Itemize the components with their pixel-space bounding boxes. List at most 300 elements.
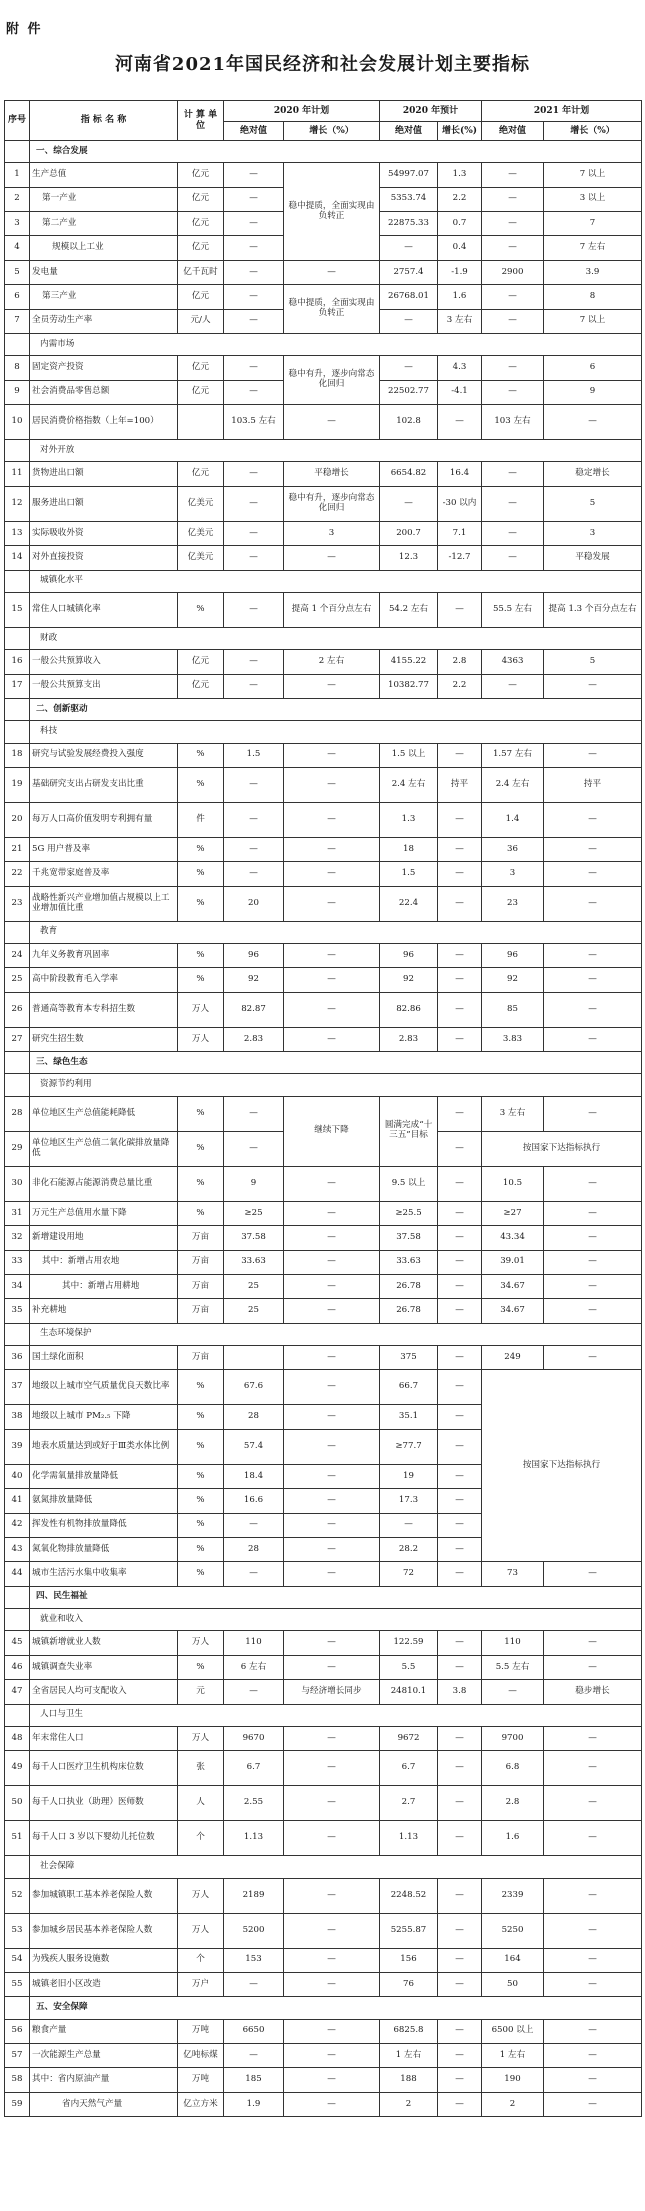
table-row <box>5 1726 642 1750</box>
category-row <box>5 1323 642 1345</box>
sub-header-abs: 绝对值 <box>482 122 544 141</box>
abs-2021-plan: 34.67 <box>482 1299 544 1323</box>
row-number: 33 <box>5 1250 30 1274</box>
abs-2021-plan: 5.5 左右 <box>482 1655 544 1679</box>
unit-cell: % <box>178 837 224 861</box>
growth-2021-plan: 6 <box>544 356 642 380</box>
sub-header-growth: 增长（%） <box>544 122 642 141</box>
growth-2020-est: -30 以内 <box>438 486 482 521</box>
abs-2020-est: 76 <box>380 1972 438 1996</box>
category-row <box>5 570 642 592</box>
row-number: 10 <box>5 405 30 440</box>
category-row <box>5 1074 642 1096</box>
growth-2021-plan: 9 <box>544 380 642 404</box>
table-row <box>5 521 642 545</box>
indicator-name: 国土绿化面积 <box>30 1346 178 1370</box>
growth-2020-plan: — <box>284 886 380 921</box>
table-row <box>5 1201 642 1225</box>
abs-2020-plan: 2.83 <box>224 1027 284 1051</box>
growth-2020-plan: — <box>284 674 380 698</box>
indicator-name: 单位地区生产总值能耗降低 <box>30 1096 178 1131</box>
growth-2021-plan: 平稳发展 <box>544 546 642 570</box>
growth-2020-plan: — <box>284 1726 380 1750</box>
section-title: 四、民生福祉 <box>30 1586 642 1608</box>
row-number: 50 <box>5 1786 30 1821</box>
growth-2020-est: 1.3 <box>438 163 482 187</box>
growth-2020-est: — <box>438 1913 482 1948</box>
row-number: 46 <box>5 1655 30 1679</box>
growth-2021-plan: — <box>544 405 642 440</box>
growth-2020-plan: 稳中有升，逐步向常态化回归 <box>284 486 380 521</box>
section-title: 五、安全保障 <box>30 1997 642 2019</box>
table-row <box>5 862 642 886</box>
growth-2020-plan: — <box>284 1299 380 1323</box>
abs-2021-plan: 3 <box>482 862 544 886</box>
table-row <box>5 1786 642 1821</box>
row-number: 35 <box>5 1299 30 1323</box>
abs-2020-plan: — <box>224 285 284 309</box>
indicator-name: 发电量 <box>30 260 178 284</box>
growth-2020-est: 7.1 <box>438 521 482 545</box>
growth-2021-plan: 提高 1.3 个百分点左右 <box>544 592 642 627</box>
merged-cell: 稳中提质，全面实现由负转正 <box>284 163 380 261</box>
category-row <box>5 1856 642 1878</box>
abs-2021-plan: 1.4 <box>482 802 544 837</box>
growth-2021-plan: — <box>544 1299 642 1323</box>
section-row <box>5 698 642 720</box>
abs-2020-plan: — <box>224 767 284 802</box>
unit-cell: % <box>178 968 224 992</box>
table-row <box>5 2043 642 2067</box>
growth-2020-plan: — <box>284 1562 380 1586</box>
unit-cell <box>178 405 224 440</box>
abs-2020-plan: 37.58 <box>224 1226 284 1250</box>
growth-2020-plan: — <box>284 862 380 886</box>
abs-2021-plan: 5250 <box>482 1913 544 1948</box>
growth-2020-est: — <box>438 1821 482 1856</box>
abs-2020-est: — <box>380 356 438 380</box>
abs-2020-plan: — <box>224 521 284 545</box>
merged-cell: 稳中提质，全面实现由负转正 <box>284 285 380 334</box>
indicator-name: 生产总值 <box>30 163 178 187</box>
abs-2020-est: 5255.87 <box>380 1913 438 1948</box>
growth-2021-plan: 7 以上 <box>544 163 642 187</box>
growth-2021-plan: — <box>544 1878 642 1913</box>
growth-2020-est: — <box>438 802 482 837</box>
growth-2021-plan: — <box>544 886 642 921</box>
growth-2020-est: -4.1 <box>438 380 482 404</box>
growth-2020-est: — <box>438 2068 482 2092</box>
abs-2020-est: 122.59 <box>380 1631 438 1655</box>
row-number: 32 <box>5 1226 30 1250</box>
abs-2020-est: 1.3 <box>380 802 438 837</box>
indicator-name: 实际吸收外资 <box>30 521 178 545</box>
col-2021-plan-header: 2021 年计划 <box>482 101 642 122</box>
abs-2020-est: 54997.07 <box>380 163 438 187</box>
row-number: 43 <box>5 1537 30 1561</box>
table-row <box>5 968 642 992</box>
growth-2020-est: 0.4 <box>438 236 482 260</box>
table-row <box>5 944 642 968</box>
table-row <box>5 285 642 309</box>
abs-2020-est: 12.3 <box>380 546 438 570</box>
unit-cell: 件 <box>178 802 224 837</box>
row-number: 58 <box>5 2068 30 2092</box>
row-number: 48 <box>5 1726 30 1750</box>
category-no-cell <box>5 1704 30 1726</box>
abs-2021-plan: 36 <box>482 837 544 861</box>
unit-cell: % <box>178 944 224 968</box>
category-no-cell <box>5 440 30 462</box>
section-row <box>5 1586 642 1608</box>
row-number: 15 <box>5 592 30 627</box>
indicator-name: 一次能源生产总量 <box>30 2043 178 2067</box>
abs-2020-est: 6.7 <box>380 1751 438 1786</box>
growth-2020-plan: — <box>284 1370 380 1405</box>
table-row <box>5 837 642 861</box>
category-no-cell <box>5 1323 30 1345</box>
growth-2020-plan: — <box>284 1913 380 1948</box>
table-row <box>5 2092 642 2116</box>
abs-2020-est: 375 <box>380 1346 438 1370</box>
abs-2021-plan: 2900 <box>482 260 544 284</box>
indicator-name: 氨氮排放量降低 <box>30 1489 178 1513</box>
abs-2020-plan: 2189 <box>224 1878 284 1913</box>
growth-2021-plan: — <box>544 674 642 698</box>
growth-2020-est: — <box>438 1346 482 1370</box>
unit-cell: 万人 <box>178 1631 224 1655</box>
growth-2020-plan: — <box>284 944 380 968</box>
category-row <box>5 334 642 356</box>
indicator-name: 化学需氧量排放量降低 <box>30 1464 178 1488</box>
abs-2020-plan: 6 左右 <box>224 1655 284 1679</box>
indicator-name: 城市生活污水集中收集率 <box>30 1562 178 1586</box>
indicator-name: 基础研究支出占研发支出比重 <box>30 767 178 802</box>
indicator-name: 规模以上工业 <box>30 236 178 260</box>
abs-2020-plan: 103.5 左右 <box>224 405 284 440</box>
growth-2021-plan: 持平 <box>544 767 642 802</box>
indicator-name: 全省居民人均可支配收入 <box>30 1680 178 1704</box>
unit-cell: 亿元 <box>178 212 224 236</box>
growth-2020-est: — <box>438 1948 482 1972</box>
table-row <box>5 743 642 767</box>
unit-cell: % <box>178 862 224 886</box>
abs-2021-plan: 6.8 <box>482 1751 544 1786</box>
indicator-name: 第二产业 <box>30 212 178 236</box>
abs-2020-plan: — <box>224 1562 284 1586</box>
abs-2020-est: 72 <box>380 1562 438 1586</box>
abs-2020-est: ≥77.7 <box>380 1429 438 1464</box>
growth-2020-est: — <box>438 1655 482 1679</box>
unit-cell: % <box>178 743 224 767</box>
table-row <box>5 486 642 521</box>
unit-cell: 亿元 <box>178 187 224 211</box>
unit-cell: 亿千瓦时 <box>178 260 224 284</box>
abs-2021-plan: 3 左右 <box>482 1096 544 1131</box>
indicator-name: 居民消费价格指数（上年=100） <box>30 405 178 440</box>
row-number: 9 <box>5 380 30 404</box>
growth-2020-est: — <box>438 862 482 886</box>
indicator-name: 氮氧化物排放量降低 <box>30 1537 178 1561</box>
merged-cell: 按国家下达指标执行 <box>482 1131 642 1166</box>
indicator-name: 一般公共预算支出 <box>30 674 178 698</box>
section-no-cell <box>5 141 30 163</box>
growth-2021-plan: 5 <box>544 486 642 521</box>
abs-2021-plan: — <box>482 163 544 187</box>
abs-2020-est: 18 <box>380 837 438 861</box>
row-number: 11 <box>5 462 30 486</box>
row-number: 3 <box>5 212 30 236</box>
abs-2020-est: 1.5 <box>380 862 438 886</box>
row-number: 49 <box>5 1751 30 1786</box>
growth-2020-est: — <box>438 1131 482 1166</box>
row-number: 25 <box>5 968 30 992</box>
row-number: 8 <box>5 356 30 380</box>
growth-2020-plan: — <box>284 1201 380 1225</box>
row-number: 18 <box>5 743 30 767</box>
abs-2020-plan <box>224 1346 284 1370</box>
growth-2020-est: 持平 <box>438 767 482 802</box>
indicator-table <box>4 100 642 2117</box>
growth-2020-est: — <box>438 1250 482 1274</box>
abs-2020-est: 188 <box>380 2068 438 2092</box>
category-no-cell <box>5 1609 30 1631</box>
indicator-name: 城镇调查失业率 <box>30 1655 178 1679</box>
unit-cell: 亿立方米 <box>178 2092 224 2116</box>
merged-cell: 继续下降 <box>284 1096 380 1166</box>
growth-2020-est: 16.4 <box>438 462 482 486</box>
indicator-name: 社会消费品零售总额 <box>30 380 178 404</box>
abs-2020-plan: — <box>224 1096 284 1131</box>
abs-2021-plan: — <box>482 236 544 260</box>
row-number: 4 <box>5 236 30 260</box>
growth-2020-est: — <box>438 886 482 921</box>
abs-2020-plan: 57.4 <box>224 1429 284 1464</box>
row-number: 12 <box>5 486 30 521</box>
abs-2021-plan: ≥27 <box>482 1201 544 1225</box>
indicator-name: 每万人口高价值发明专利拥有量 <box>30 802 178 837</box>
growth-2020-plan: — <box>284 1250 380 1274</box>
abs-2020-plan: 110 <box>224 1631 284 1655</box>
row-number: 51 <box>5 1821 30 1856</box>
section-row <box>5 1997 642 2019</box>
growth-2021-plan: — <box>544 837 642 861</box>
abs-2020-est: 54.2 左右 <box>380 592 438 627</box>
abs-2021-plan: — <box>482 462 544 486</box>
indicator-name: 常住人口城镇化率 <box>30 592 178 627</box>
table-row <box>5 1096 642 1131</box>
abs-2020-est: — <box>380 309 438 333</box>
unit-cell: 人 <box>178 1786 224 1821</box>
indicator-name: 其中：省内原油产量 <box>30 2068 178 2092</box>
growth-2020-plan: — <box>284 405 380 440</box>
row-number: 56 <box>5 2019 30 2043</box>
unit-cell: 亿元 <box>178 674 224 698</box>
abs-2020-plan: — <box>224 650 284 674</box>
abs-2020-plan: — <box>224 802 284 837</box>
growth-2020-est: — <box>438 2019 482 2043</box>
row-number: 53 <box>5 1913 30 1948</box>
abs-2020-plan: — <box>224 2043 284 2067</box>
growth-2021-plan: — <box>544 968 642 992</box>
growth-2020-plan: — <box>284 2043 380 2067</box>
abs-2021-plan: — <box>482 1680 544 1704</box>
row-number: 31 <box>5 1201 30 1225</box>
growth-2021-plan: — <box>544 2068 642 2092</box>
abs-2021-plan: 10.5 <box>482 1166 544 1201</box>
row-number: 47 <box>5 1680 30 1704</box>
unit-cell: 万人 <box>178 1913 224 1948</box>
indicator-name: 参加城乡居民基本养老保险人数 <box>30 1913 178 1948</box>
table-row <box>5 1274 642 1298</box>
abs-2021-plan: 34.67 <box>482 1274 544 1298</box>
unit-cell: 万人 <box>178 1726 224 1750</box>
abs-2020-plan: — <box>224 1131 284 1166</box>
category-label: 内需市场 <box>30 334 642 356</box>
growth-2021-plan: 5 <box>544 650 642 674</box>
row-number: 13 <box>5 521 30 545</box>
abs-2021-plan: 1.6 <box>482 1821 544 1856</box>
unit-cell: 亿元 <box>178 650 224 674</box>
abs-2020-plan: 6650 <box>224 2019 284 2043</box>
section-title: 一、综合发展 <box>30 141 642 163</box>
abs-2020-est: 2248.52 <box>380 1878 438 1913</box>
abs-2020-est: — <box>380 1513 438 1537</box>
abs-2020-plan: ≥25 <box>224 1201 284 1225</box>
abs-2021-plan: — <box>482 521 544 545</box>
growth-2020-est: — <box>438 1464 482 1488</box>
growth-2020-est: 2.2 <box>438 674 482 698</box>
abs-2020-est: 19 <box>380 1464 438 1488</box>
row-number: 41 <box>5 1489 30 1513</box>
growth-2020-est: — <box>438 1537 482 1561</box>
row-number: 5 <box>5 260 30 284</box>
unit-cell: % <box>178 1537 224 1561</box>
abs-2020-plan: 96 <box>224 944 284 968</box>
row-number: 19 <box>5 767 30 802</box>
growth-2021-plan: — <box>544 1913 642 1948</box>
unit-cell: 万人 <box>178 992 224 1027</box>
table-row <box>5 767 642 802</box>
growth-2020-est: — <box>438 1370 482 1405</box>
growth-2021-plan: — <box>544 1726 642 1750</box>
growth-2020-est: 0.7 <box>438 212 482 236</box>
growth-2020-est: — <box>438 1405 482 1429</box>
unit-cell: 亿吨标煤 <box>178 2043 224 2067</box>
section-title: 三、绿色生态 <box>30 1052 642 1074</box>
growth-2020-est: 3 左右 <box>438 309 482 333</box>
indicator-name: 其中：新增占用耕地 <box>30 1274 178 1298</box>
abs-2021-plan: 249 <box>482 1346 544 1370</box>
unit-cell: 亿美元 <box>178 486 224 521</box>
abs-2021-plan: 92 <box>482 968 544 992</box>
table-row <box>5 1751 642 1786</box>
abs-2020-plan: 33.63 <box>224 1250 284 1274</box>
table-row <box>5 1972 642 1996</box>
merged-cell: 按国家下达指标执行 <box>482 1370 642 1562</box>
growth-2021-plan: — <box>544 1274 642 1298</box>
growth-2020-plan: 平稳增长 <box>284 462 380 486</box>
growth-2020-plan: — <box>284 1948 380 1972</box>
category-no-cell <box>5 627 30 649</box>
indicator-name: 固定资产投资 <box>30 356 178 380</box>
abs-2020-est: 6654.82 <box>380 462 438 486</box>
row-number: 17 <box>5 674 30 698</box>
table-row <box>5 1680 642 1704</box>
abs-2020-plan: 5200 <box>224 1913 284 1948</box>
abs-2021-plan: 96 <box>482 944 544 968</box>
abs-2020-est: 5.5 <box>380 1655 438 1679</box>
table-row <box>5 1562 642 1586</box>
unit-cell: % <box>178 767 224 802</box>
abs-2021-plan: 1.57 左右 <box>482 743 544 767</box>
abs-2020-est: 92 <box>380 968 438 992</box>
abs-2020-plan: — <box>224 546 284 570</box>
growth-2020-est: — <box>438 837 482 861</box>
abs-2020-est: ≥25.5 <box>380 1201 438 1225</box>
abs-2020-plan: — <box>224 356 284 380</box>
category-no-cell <box>5 1856 30 1878</box>
growth-2021-plan: — <box>544 944 642 968</box>
growth-2021-plan: — <box>544 1027 642 1051</box>
row-number: 23 <box>5 886 30 921</box>
row-number: 40 <box>5 1464 30 1488</box>
growth-2021-plan: 8 <box>544 285 642 309</box>
unit-cell: % <box>178 592 224 627</box>
abs-2020-est: 156 <box>380 1948 438 1972</box>
table-row <box>5 1631 642 1655</box>
category-no-cell <box>5 1074 30 1096</box>
unit-cell: 亿元 <box>178 285 224 309</box>
abs-2020-est: 1.5 以上 <box>380 743 438 767</box>
indicator-name: 普通高等教育本专科招生数 <box>30 992 178 1027</box>
unit-cell: % <box>178 1370 224 1405</box>
growth-2020-plan: — <box>284 2092 380 2116</box>
indicator-name: 研究与试验发展经费投入强度 <box>30 743 178 767</box>
row-number: 45 <box>5 1631 30 1655</box>
abs-2020-est: 28.2 <box>380 1537 438 1561</box>
growth-2021-plan: — <box>544 1562 642 1586</box>
table-row <box>5 1821 642 1856</box>
indicator-name: 对外直接投资 <box>30 546 178 570</box>
growth-2020-est: — <box>438 1726 482 1750</box>
indicator-name: 地级以上城市空气质量优良天数比率 <box>30 1370 178 1405</box>
category-label: 财政 <box>30 627 642 649</box>
table-row <box>5 886 642 921</box>
growth-2020-est: — <box>438 1299 482 1323</box>
abs-2021-plan: 2339 <box>482 1878 544 1913</box>
growth-2020-plan: — <box>284 1878 380 1913</box>
abs-2021-plan: 164 <box>482 1948 544 1972</box>
col-no-header: 序号 <box>5 101 30 141</box>
table-row <box>5 1346 642 1370</box>
row-number: 24 <box>5 944 30 968</box>
abs-2021-plan: 190 <box>482 2068 544 2092</box>
category-no-cell <box>5 334 30 356</box>
abs-2020-est: 9672 <box>380 1726 438 1750</box>
abs-2020-est: — <box>380 486 438 521</box>
abs-2020-est: 26768.01 <box>380 285 438 309</box>
abs-2020-plan: — <box>224 674 284 698</box>
abs-2021-plan: 4363 <box>482 650 544 674</box>
abs-2020-plan: — <box>224 309 284 333</box>
abs-2021-plan: 73 <box>482 1562 544 1586</box>
unit-cell: 万亩 <box>178 1299 224 1323</box>
growth-2020-plan: — <box>284 1655 380 1679</box>
growth-2020-plan: — <box>284 1346 380 1370</box>
growth-2021-plan: 3 <box>544 521 642 545</box>
category-label: 城镇化水平 <box>30 570 642 592</box>
